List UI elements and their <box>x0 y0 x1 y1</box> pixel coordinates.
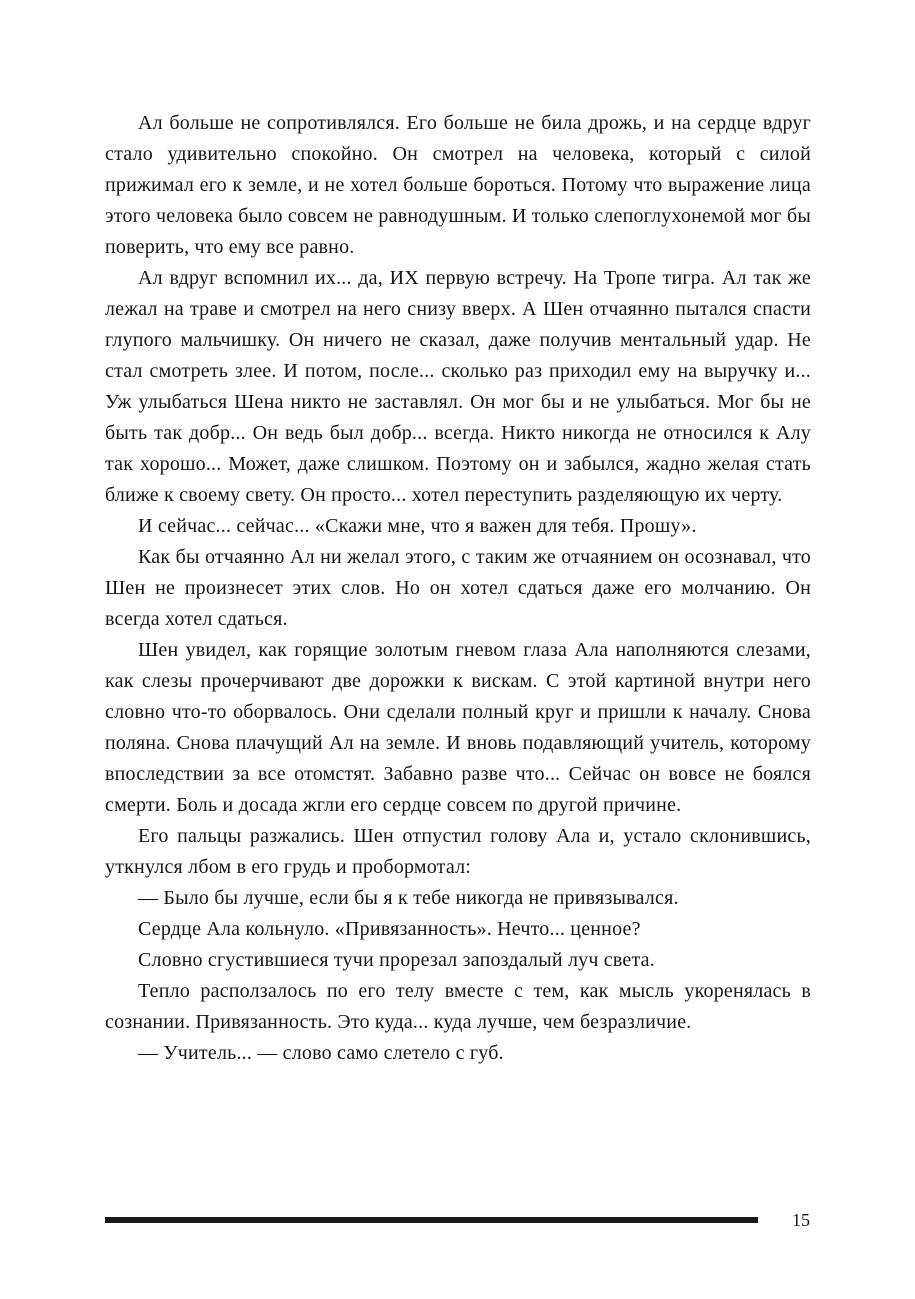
paragraph: Сердце Ала кольнуло. «Привязанность». Нечто... ценное? <box>138 918 641 940</box>
paragraph: Тепло расползалось по его телу вместе с тем, как мысль укоренялась в сознании. Привязанность. Это куда... куда лучше, чем безразличие. <box>105 980 811 1033</box>
page-number: 15 <box>792 1210 810 1230</box>
footer-rule <box>105 1217 758 1223</box>
paragraph: — Было бы лучше, если бы я к тебе никогда не привязывался. <box>138 887 679 909</box>
page-footer <box>105 1208 810 1232</box>
paragraph: — Учитель... — слово само слетело с губ. <box>138 1042 504 1064</box>
paragraph: Как бы отчаянно Ал ни желал этого, с таким же отчаянием он осознавал, что Шен не произнесет этих слов. Но он хотел сдаться даже его молчанию. Он всегда хотел сдаться. <box>105 546 811 630</box>
paragraph: Словно сгустившиеся тучи прорезал запоздалый луч света. <box>138 949 655 971</box>
paragraph: И сейчас... сейчас... «Скажи мне, что я важен для тебя. Прошу». <box>138 515 697 537</box>
text-block <box>105 108 811 1069</box>
paragraph: Ал больше не сопротивлялся. Его больше не била дрожь, и на сердце вдруг стало удивительно спокойно. Он смотрел на человека, который с силой прижимал его к земле, и не хотел больше бороться. Потому что выражение лица этого человека было совсем не равнодушным. И только слепоглухонемой мог бы поверить, что ему все равно. <box>105 112 811 258</box>
paragraph: Шен увидел, как горящие золотым гневом глаза Ала наполняются слезами, как слезы прочерчивают две дорожки к вискам. С этой картиной внутри него словно что-то оборвалось. Они сделали полный круг и пришли к началу. Снова поляна. Снова плачущий Ал на земле. И вновь подавляющий учитель, которому впоследствии за все отомстят. Забавно разве что... Сейчас он вовсе не боялся смерти. Боль и досада жгли его сердце совсем по другой причине. <box>105 639 811 816</box>
paragraph: Ал вдруг вспомнил их... да, ИХ первую встречу. На Тропе тигра. Ал так же лежал на траве и смотрел на него снизу вверх. А Шен отчаянно пытался спасти глупого мальчишку. Он ничего не сказал, даже получив ментальный удар. Не стал смотреть злее. И потом, после... сколько раз приходил ему на выручку и... Уж улыбаться Шена никто не заставлял. Он мог бы и не улыбаться. Мог бы не быть так добр... Он ведь был добр... всегда. Никто никогда не относился к Алу так хорошо... Может, даже слишком. Поэтому он и забылся, жадно желая стать ближе к своему свету. Он просто... хотел переступить разделяющую их черту. <box>105 267 811 506</box>
paragraph: Его пальцы разжались. Шен отпустил голову Ала и, устало склонившись, уткнулся лбом в его грудь и пробормотал: <box>105 825 811 878</box>
